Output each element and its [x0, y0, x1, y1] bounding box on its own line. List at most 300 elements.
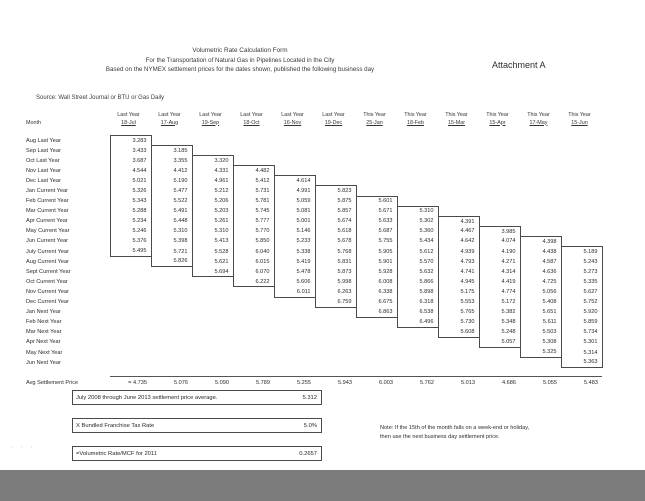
- price-cell: [315, 337, 356, 347]
- price-cell: 5.633: [356, 216, 397, 226]
- price-cell: [397, 136, 438, 146]
- average-value-7: 6.003: [356, 377, 397, 390]
- price-cell: [274, 307, 315, 317]
- price-cell: [192, 347, 233, 357]
- price-cell: 5.301: [561, 337, 602, 347]
- price-cell: [274, 297, 315, 307]
- price-cell: [274, 327, 315, 337]
- column-header-year: Last Year: [322, 112, 345, 118]
- price-cell: 5.243: [561, 257, 602, 267]
- price-cell: 5.382: [479, 307, 520, 317]
- price-cell: [233, 136, 274, 146]
- price-cell: [438, 186, 479, 196]
- price-cell: [561, 156, 602, 166]
- price-cell: 5.189: [561, 247, 602, 257]
- price-cell: 5.059: [274, 196, 315, 206]
- price-cell: 4.314: [479, 267, 520, 277]
- table-row: [24, 267, 602, 277]
- price-cell: [315, 166, 356, 176]
- price-cell: 5.859: [561, 317, 602, 327]
- column-header-date: 17-May: [529, 119, 548, 126]
- price-cell: [561, 166, 602, 176]
- price-cell: 5.570: [397, 257, 438, 267]
- price-cell: [315, 307, 356, 317]
- price-cell: 5.777: [233, 216, 274, 226]
- price-cell: [356, 358, 397, 368]
- price-cell: [356, 337, 397, 347]
- price-cell: [233, 297, 274, 307]
- price-cell: 6.318: [397, 297, 438, 307]
- price-cell: 5.491: [151, 206, 192, 216]
- price-cell: 6.863: [356, 307, 397, 317]
- price-cell: 5.326: [110, 186, 151, 196]
- row-label: May Current Year: [26, 228, 70, 235]
- table-row: [24, 216, 602, 226]
- price-cell: 5.770: [233, 226, 274, 236]
- row-label: Jan Next Year: [26, 309, 61, 316]
- price-cell: [479, 347, 520, 357]
- price-cell: 4.991: [274, 186, 315, 196]
- price-cell: [397, 146, 438, 156]
- table-row: [24, 337, 602, 347]
- column-header-date: 18-Jul: [121, 119, 136, 126]
- price-cell: 5.343: [110, 196, 151, 206]
- price-cell: 5.632: [397, 267, 438, 277]
- price-cell: 5.495: [110, 247, 151, 257]
- table-row: [24, 358, 602, 368]
- price-cell: [561, 196, 602, 206]
- column-header-9: [438, 112, 479, 127]
- source-note: Source: Wall Street Journal or BTU or Gas Daily: [36, 95, 165, 101]
- price-cell: [479, 156, 520, 166]
- price-cell: 6.496: [397, 317, 438, 327]
- price-cell: 5.302: [397, 216, 438, 226]
- price-cell: 5.478: [274, 267, 315, 277]
- price-cell: 4.467: [438, 226, 479, 236]
- row-label: Apr Next Year: [26, 339, 61, 346]
- price-cell: 5.612: [397, 247, 438, 257]
- column-header-date: 15-Jun: [571, 119, 588, 126]
- price-cell: [520, 176, 561, 186]
- price-cell: 5.608: [438, 327, 479, 337]
- price-cell: 4.939: [438, 247, 479, 257]
- franchise-tax-box: [72, 418, 322, 433]
- price-cell: 5.408: [520, 297, 561, 307]
- price-cell: [438, 156, 479, 166]
- price-cell: 5.755: [356, 236, 397, 246]
- price-cell: [110, 297, 151, 307]
- price-cell: 5.310: [151, 226, 192, 236]
- price-cell: [192, 317, 233, 327]
- table-row: [24, 297, 602, 307]
- price-cell: 5.678: [315, 236, 356, 246]
- price-cell: [397, 327, 438, 337]
- price-cell: [274, 337, 315, 347]
- column-header-date: 18-Feb: [406, 119, 425, 126]
- column-header-11: [520, 112, 561, 127]
- average-price-box: [72, 390, 322, 405]
- price-cell: [274, 317, 315, 327]
- row-label: Feb Current Year: [26, 198, 69, 205]
- price-cell: 5.175: [438, 287, 479, 297]
- price-cell: 5.246: [110, 226, 151, 236]
- row-label: Mar Current Year: [26, 208, 69, 215]
- column-header-date: 16-Nov: [283, 119, 302, 126]
- price-cell: [110, 267, 151, 277]
- price-cell: 4.190: [479, 247, 520, 257]
- price-cell: 4.774: [479, 287, 520, 297]
- price-cell: 5.477: [151, 186, 192, 196]
- price-cell: 5.606: [274, 277, 315, 287]
- price-cell: [151, 287, 192, 297]
- table-row: [24, 186, 602, 196]
- rate-table-container: [24, 112, 624, 389]
- price-cell: [233, 317, 274, 327]
- price-cell: 4.614: [274, 176, 315, 186]
- column-header-8: [397, 112, 438, 127]
- price-cell: [315, 156, 356, 166]
- price-cell: [356, 146, 397, 156]
- average-value-9: 5.013: [438, 377, 479, 390]
- price-cell: [438, 136, 479, 146]
- column-header-3: [192, 112, 233, 127]
- column-header-date: 18-Oct: [243, 119, 260, 126]
- price-cell: [520, 136, 561, 146]
- price-cell: [151, 347, 192, 357]
- table-spacer: [24, 127, 602, 136]
- price-cell: 5.611: [520, 317, 561, 327]
- price-cell: [479, 186, 520, 196]
- price-cell: [438, 206, 479, 216]
- price-cell: [110, 327, 151, 337]
- price-cell: 5.768: [315, 247, 356, 257]
- price-cell: [438, 176, 479, 186]
- price-cell: [397, 196, 438, 206]
- price-cell: 5.314: [561, 347, 602, 357]
- price-cell: 4.482: [233, 166, 274, 176]
- row-label: Apr Current Year: [26, 218, 68, 225]
- price-cell: 5.363: [561, 358, 602, 368]
- price-cell: [192, 136, 233, 146]
- price-cell: 5.448: [151, 216, 192, 226]
- price-cell: 4.961: [192, 176, 233, 186]
- table-row: [24, 287, 602, 297]
- price-cell: 6.538: [397, 307, 438, 317]
- price-cell: 5.273: [561, 267, 602, 277]
- price-cell: [479, 216, 520, 226]
- price-cell: [274, 146, 315, 156]
- price-cell: 6.338: [356, 287, 397, 297]
- price-cell: [151, 337, 192, 347]
- column-header-year: Last Year: [158, 112, 181, 118]
- footnote-line-1: Note: If the 15th of the month falls on a week-end or holiday,: [380, 425, 530, 431]
- table-row: [24, 257, 602, 267]
- price-cell: [561, 146, 602, 156]
- price-cell: 5.621: [192, 257, 233, 267]
- table-row: [24, 166, 602, 176]
- column-header-date: 19-Dec: [324, 119, 343, 126]
- price-cell: 6.040: [233, 247, 274, 257]
- price-cell: [151, 327, 192, 337]
- price-cell: [479, 206, 520, 216]
- price-cell: 5.721: [151, 247, 192, 257]
- price-cell: [479, 196, 520, 206]
- price-cell: [520, 358, 561, 368]
- price-cell: [438, 196, 479, 206]
- column-header-12: [561, 112, 602, 127]
- price-cell: 5.850: [233, 236, 274, 246]
- price-cell: 5.781: [233, 196, 274, 206]
- column-header-date: 15-Mar: [447, 119, 466, 126]
- price-cell: [356, 156, 397, 166]
- price-cell: 5.730: [438, 317, 479, 327]
- price-cell: 5.920: [561, 307, 602, 317]
- price-cell: [233, 287, 274, 297]
- column-header-date: 17-Aug: [160, 119, 179, 126]
- table-row: [24, 146, 602, 156]
- price-cell: 5.206: [192, 196, 233, 206]
- price-cell: 5.553: [438, 297, 479, 307]
- scan-artifact: · · ·: [10, 444, 36, 451]
- column-header-10: [479, 112, 520, 127]
- price-cell: 5.398: [151, 236, 192, 246]
- price-cell: [315, 358, 356, 368]
- price-cell: [315, 327, 356, 337]
- price-cell: [192, 327, 233, 337]
- price-cell: 6.263: [315, 287, 356, 297]
- price-cell: [192, 337, 233, 347]
- row-label: Mar Next Year: [26, 329, 62, 336]
- volumetric-rate-value: 0.2657: [299, 450, 317, 457]
- price-cell: 4.945: [438, 277, 479, 287]
- price-cell: 5.338: [274, 247, 315, 257]
- price-cell: 4.741: [438, 267, 479, 277]
- row-label: Feb Next Year: [26, 319, 62, 326]
- price-cell: 4.391: [438, 216, 479, 226]
- price-cell: [233, 347, 274, 357]
- price-cell: 4.438: [520, 247, 561, 257]
- price-cell: [192, 277, 233, 287]
- price-cell: [561, 206, 602, 216]
- settlement-price-table: [24, 112, 603, 389]
- price-cell: 5.234: [110, 216, 151, 226]
- average-value-8: 5.762: [397, 377, 438, 390]
- price-cell: [274, 358, 315, 368]
- price-cell: [520, 206, 561, 216]
- price-cell: [110, 257, 151, 267]
- price-cell: [438, 358, 479, 368]
- price-cell: 5.752: [561, 297, 602, 307]
- price-cell: [520, 146, 561, 156]
- price-cell: 4.412: [151, 166, 192, 176]
- price-cell: [110, 307, 151, 317]
- column-header-year: Last Year: [240, 112, 263, 118]
- row-label: Jun Current Year: [26, 238, 68, 245]
- price-cell: 5.687: [356, 226, 397, 236]
- price-cell: 5.671: [356, 206, 397, 216]
- price-cell: [192, 146, 233, 156]
- price-cell: [438, 337, 479, 347]
- average-price-label: July 2008 through June 2013 settlement price average.: [76, 394, 218, 401]
- price-cell: [356, 136, 397, 146]
- price-cell: 5.233: [274, 236, 315, 246]
- price-cell: 3.985: [479, 226, 520, 236]
- price-cell: 5.674: [315, 216, 356, 226]
- price-cell: 5.857: [315, 206, 356, 216]
- average-value-4: 5.789: [233, 377, 274, 390]
- price-cell: 5.325: [520, 347, 561, 357]
- price-cell: 5.998: [315, 277, 356, 287]
- column-header-year: This Year: [404, 112, 427, 118]
- price-cell: [192, 307, 233, 317]
- price-cell: [233, 337, 274, 347]
- price-cell: [110, 347, 151, 357]
- price-cell: 6.675: [356, 297, 397, 307]
- price-cell: [520, 156, 561, 166]
- column-header-2: [151, 112, 192, 127]
- table-row: [24, 277, 602, 287]
- column-header-year: Last Year: [117, 112, 140, 118]
- price-cell: [356, 166, 397, 176]
- column-header-date: 19-Sep: [201, 119, 220, 126]
- price-cell: [356, 327, 397, 337]
- price-cell: 5.413: [192, 236, 233, 246]
- price-cell: [561, 236, 602, 246]
- price-cell: [233, 327, 274, 337]
- price-cell: 5.081: [274, 206, 315, 216]
- volumetric-rate-label: =Volumetric Rate/MCF for 2011: [76, 450, 157, 457]
- header-line-3: Based on the NYMEX settlement prices for the dates shown, published the following business day: [105, 66, 375, 73]
- price-cell: 6.070: [233, 267, 274, 277]
- viewer-footer-bar: [0, 470, 645, 501]
- price-cell: [397, 186, 438, 196]
- price-cell: 4.793: [438, 257, 479, 267]
- table-spacer: [24, 368, 602, 377]
- column-header-year: This Year: [527, 112, 550, 118]
- price-cell: [397, 337, 438, 347]
- price-cell: 5.765: [438, 307, 479, 317]
- price-cell: 5.190: [151, 176, 192, 186]
- price-cell: [438, 347, 479, 357]
- price-cell: [397, 156, 438, 166]
- price-cell: [110, 277, 151, 287]
- price-cell: 5.528: [192, 247, 233, 257]
- price-cell: 5.734: [561, 327, 602, 337]
- price-cell: [356, 317, 397, 327]
- column-header-date: 25-Jan: [366, 119, 383, 126]
- spacer-cell: [24, 368, 602, 377]
- price-cell: 5.866: [397, 277, 438, 287]
- row-label: Aug Last Year: [26, 137, 61, 144]
- price-cell: [315, 136, 356, 146]
- price-cell: 3.355: [151, 156, 192, 166]
- price-cell: [110, 287, 151, 297]
- average-row-label: Avg Settlement Price: [26, 379, 79, 386]
- price-cell: 4.587: [520, 257, 561, 267]
- price-cell: [274, 156, 315, 166]
- price-cell: [151, 358, 192, 368]
- column-header-6: [315, 112, 356, 127]
- header-line-2: For the Transportation of Natural Gas in Pipelines Located in the City: [145, 56, 335, 64]
- price-cell: 5.056: [520, 287, 561, 297]
- table-row: [24, 226, 602, 236]
- spacer-cell: [24, 127, 602, 136]
- price-cell: 5.831: [315, 257, 356, 267]
- price-cell: [520, 166, 561, 176]
- average-price-value: 5.312: [302, 394, 317, 401]
- price-cell: [561, 136, 602, 146]
- column-header-1: [110, 112, 151, 127]
- price-cell: 5.928: [356, 267, 397, 277]
- price-cell: [479, 176, 520, 186]
- price-cell: 5.288: [110, 206, 151, 216]
- table-row: [24, 136, 602, 146]
- price-cell: 4.725: [520, 277, 561, 287]
- table-header-row: [24, 112, 602, 127]
- row-label: Nov Last Year: [26, 167, 61, 174]
- row-label: July Current Year: [26, 248, 69, 255]
- price-cell: [479, 136, 520, 146]
- price-cell: [233, 358, 274, 368]
- franchise-tax-label: X Bundled Franchise Tax Rate: [76, 422, 155, 429]
- row-label: Nov Current Year: [26, 288, 69, 295]
- price-cell: [479, 146, 520, 156]
- price-cell: 4.074: [479, 236, 520, 246]
- price-cell: 5.694: [192, 267, 233, 277]
- column-header-7: [356, 112, 397, 127]
- table-row: [24, 347, 602, 357]
- average-value-1: = 4.735: [110, 377, 151, 390]
- price-cell: [520, 226, 561, 236]
- footnote-line-2: then use the next business day settlement price.: [380, 434, 500, 440]
- table-row: [24, 236, 602, 246]
- price-cell: [397, 176, 438, 186]
- price-cell: 5.021: [110, 176, 151, 186]
- average-value-10: 4.686: [479, 377, 520, 390]
- table-row: [24, 206, 602, 216]
- table-row: [24, 307, 602, 317]
- price-cell: [233, 156, 274, 166]
- price-cell: 5.412: [233, 176, 274, 186]
- price-cell: [192, 297, 233, 307]
- price-cell: [561, 226, 602, 236]
- price-cell: [315, 146, 356, 156]
- price-cell: 5.875: [315, 196, 356, 206]
- price-cell: [110, 337, 151, 347]
- price-cell: [192, 358, 233, 368]
- price-cell: 5.308: [520, 337, 561, 347]
- column-header-month: Month: [26, 119, 41, 126]
- price-cell: 6.011: [274, 287, 315, 297]
- price-cell: 5.057: [479, 337, 520, 347]
- price-cell: [520, 186, 561, 196]
- footnote: [380, 424, 610, 442]
- price-cell: [192, 287, 233, 297]
- column-header-year: This Year: [363, 112, 386, 118]
- franchise-tax-value: 5.0%: [303, 422, 317, 429]
- price-cell: 5.248: [479, 327, 520, 337]
- price-cell: [438, 146, 479, 156]
- row-label: Jan Current Year: [26, 188, 68, 195]
- average-value-3: 5.090: [192, 377, 233, 390]
- price-cell: [274, 347, 315, 357]
- column-header-4: [233, 112, 274, 127]
- price-cell: [356, 176, 397, 186]
- row-label: Oct Last Year: [26, 157, 60, 164]
- price-cell: 4.398: [520, 236, 561, 246]
- price-cell: 4.419: [479, 277, 520, 287]
- price-cell: [151, 307, 192, 317]
